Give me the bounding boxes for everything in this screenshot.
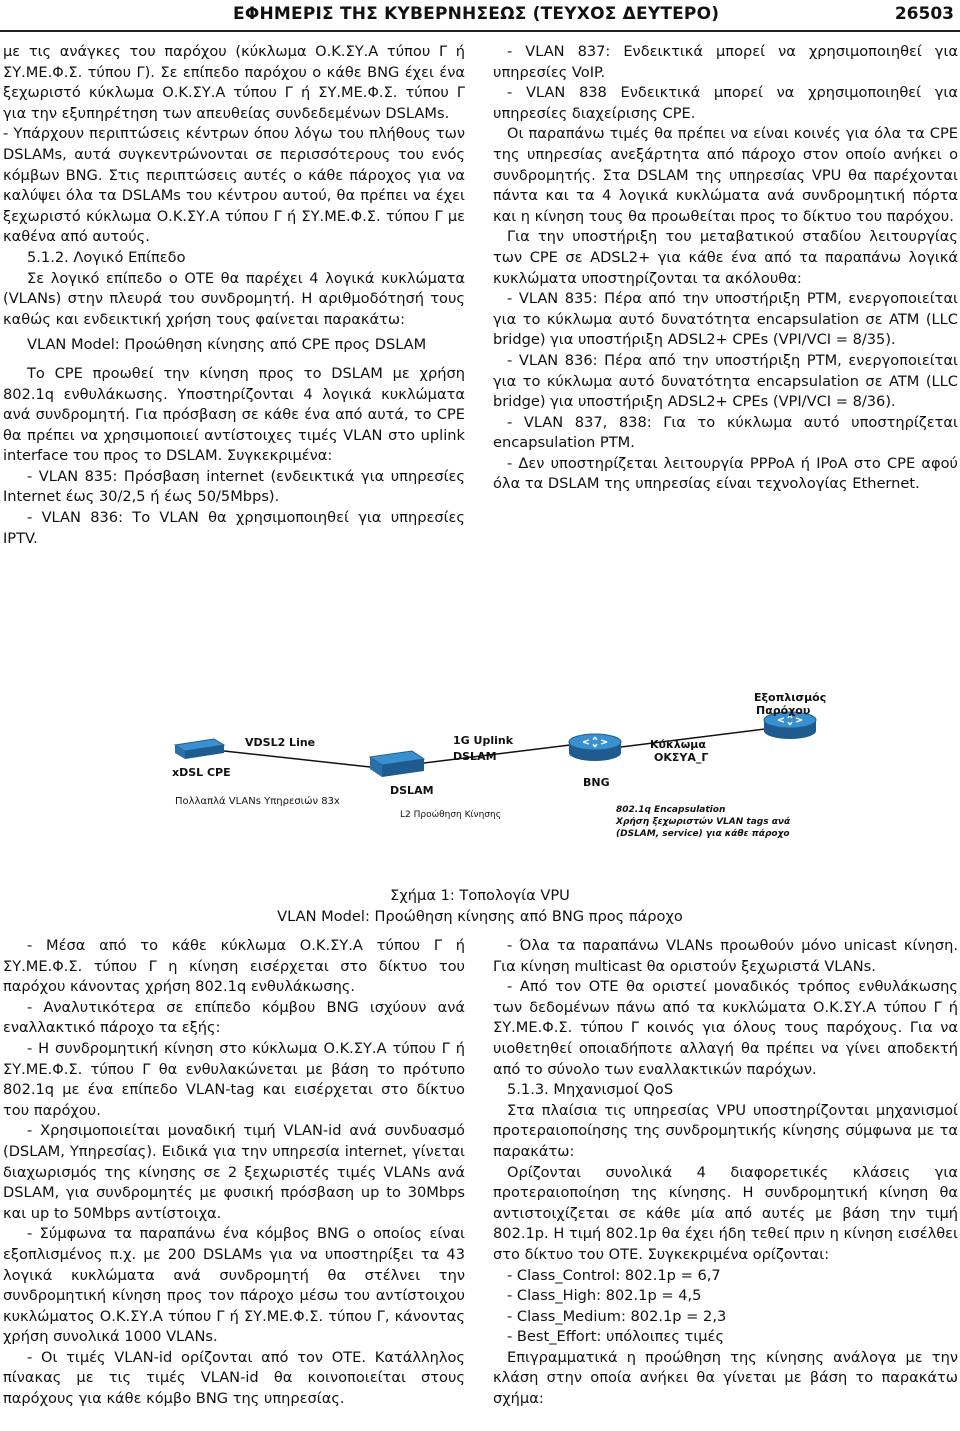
paragraph: Επιγραμματικά η προώθηση της κίνησης ανάλογα με την κλάση στην οποία ανήκει θα γίνεται με βάση το παρακάτω σχήμα:	[493, 1348, 958, 1408]
topology-drawing	[150, 687, 950, 857]
list-item: - Η συνδρομητική κίνηση στο κύκλωμα Ο.Κ.ΣΥ.Α τύπου Γ ή ΣΥ.ΜΕ.Φ.Σ. τύπου Γ θα ενθυλακώνεται με βάση το πρότυπο 802.1q με ένα επίπεδο VLAN-tag και εισέρχεται στο δίκτυο του παρόχου.	[3, 1039, 465, 1119]
list-item: - VLAN 836: Το VLAN θα χρησιμοποιηθεί για υπηρεσίες IPTV.	[3, 509, 465, 547]
list-item: - VLAN 836: Πέρα από την υποστήριξη PTM, ενεργοποιείται για το κύκλωμα αυτό δυνατότητα encapsulation σε ATM (LLC bridge) για υποστήριξη ADSL2+ CPEs (VPI/VCI = 8/36).	[493, 351, 958, 411]
l2-forwarding-label: L2 Προώθηση Κίνησης	[400, 810, 501, 820]
provider-equipment-label-2: Παρόχου	[756, 704, 811, 717]
uplink-line	[424, 745, 570, 763]
list-item: - Μέσα από το κάθε κύκλωμα Ο.Κ.ΣΥ.Α τύπου Γ ή ΣΥ.ΜΕ.Φ.Σ. τύπου Γ η κίνηση εισέρχεται στο δίκτυο του παρόχου κάνοντας χρήση 802.1q ενθυλάκωσης.	[3, 937, 465, 996]
figure-caption	[0, 886, 960, 927]
page-number: 26503	[894, 4, 954, 24]
header-rule	[0, 30, 960, 32]
list-item: - VLAN 835: Πέρα από την υποστήριξη PTM, ενεργοποιείται για το κύκλωμα αυτό δυνατότητα encapsulation σε ATM (LLC bridge) για υποστήριξη ADSL2+ CPEs (VPI/VCI = 8/35).	[493, 290, 958, 349]
caption-subtitle: VLAN Model: Προώθηση κίνησης από BNG προς πάροχο	[277, 907, 683, 925]
vpu-topology-figure	[150, 687, 960, 857]
circuit-type-label: ΟΚΣΥΑ_Γ	[654, 751, 709, 764]
encapsulation-label: 802.1q Encapsulation	[616, 805, 726, 815]
paragraph: Οι παραπάνω τιμές θα πρέπει να είναι κοινές για όλα τα CPE της υπηρεσίας ανεξάρτητα από πάροχο στον οποίο ανήκει ο συνδρομητής. Στα DSLAM της υπηρεσίας VPU θα παρέχονται πάντα και τα 4 λογικά κυκλώματα ανά συνδρομητική πόρτα και η κίνηση τους θα προωθείται προς το δίκτυο του παρόχου.	[493, 125, 958, 225]
list-item: - Από τον ΟΤΕ θα οριστεί μοναδικός τρόπος ενθυλάκωσης των δεδομένων πάνω από τα κυκλώματα Ο.Κ.ΣΥ.Α τύπου Γ ή ΣΥ.ΜΕ.Φ.Σ. τύπου Γ κοινός για όλους τους παρόχους. Για να υιοθετηθεί οποιαδήποτε αλλαγή θα πρέπει να γίνει αποδεκτή από το σύνολο των εναλλακτικών παρόχων.	[493, 978, 958, 1078]
uplink-dslam-label: DSLAM	[453, 750, 497, 763]
list-item: - Αναλυτικότερα σε επίπεδο κόμβου BNG ισχύουν ανά εναλλακτικό πάροχο τα εξής:	[3, 998, 465, 1037]
cpe-device-icon	[175, 739, 224, 759]
list-item: - VLAN 837, 838: Για το κύκλωμα αυτό υποστηρίζεται encapsulation PTM.	[493, 413, 958, 452]
bng-router-icon	[569, 734, 621, 761]
list-item: - Χρησιμοποιείται μοναδική τιμή VLAN-id ανά συνδυασμό (DSLAM, Υπηρεσίας). Ειδικά για την υπηρεσία internet, γίνεται διαχωρισμός της κίνησης σε 2 ξεχωριστές τιμές VLANs ανά DSLAM, για συνδρομητές με φυσική πρόσβαση up to 30Mbps και up to 50Mbps αντίστοιχα.	[3, 1122, 465, 1222]
qos-class-item: - Class_High: 802.1p = 4,5	[507, 1287, 702, 1305]
paragraph: με τις ανάγκες του παρόχου (κύκλωμα Ο.Κ.ΣΥ.Α τύπου Γ ή ΣΥ.ΜΕ.Φ.Σ. τύπου Γ). Σε επίπεδο παρόχου ο κάθε BNG έχει ένα ξεχωριστό κύκλωμα Ο.Κ.ΣΥ.Α τύπου Γ ή ΣΥ.ΜΕ.Φ.Σ. τύπου Γ για την εξυπηρέτηση των απευθείας συνδεδεμένων DSLAMs.	[3, 43, 465, 122]
caption-title: Σχήμα 1: Τοπολογία VPU	[390, 887, 570, 904]
bng-label: BNG	[583, 776, 610, 789]
right-column-bottom	[493, 936, 958, 1410]
service-vlans-label: Πολλαπλά VLANs Υπηρεσιών 83x	[175, 796, 340, 807]
left-column-bottom	[3, 936, 465, 1410]
page-header	[0, 0, 960, 40]
vdsl2-line	[224, 751, 370, 767]
dslam-device-icon	[370, 751, 424, 777]
circuit-label: Κύκλωμα	[650, 738, 706, 751]
dslam-label: DSLAM	[390, 784, 434, 797]
list-item: - VLAN 837: Ενδεικτικά μπορεί να χρησιμοποιηθεί για υπηρεσίες VoIP.	[493, 43, 958, 81]
provider-equipment-label: Εξοπλισμός	[754, 691, 827, 704]
section-heading: 5.1.3. Μηχανισμοί QoS	[507, 1081, 674, 1099]
paragraph: - Υπάρχουν περιπτώσεις κέντρων όπου λόγω του πλήθους των DSLAMs, αυτά συγκεντρώνονται σε περισσότερους του ενός κόμβων BNG. Στις περιπτώσεις αυτές ο κάθε πάροχος για να καλύψει όλα τα DSLAMs του κέντρου αυτού, θα πρέπει να έχει ξεχωριστό κύκλωμα Ο.Κ.ΣΥ.Α τύπου Γ ή ΣΥ.ΜΕ.Φ.Σ. τύπου Γ με καθένα από αυτούς.	[3, 125, 465, 246]
qos-class-item: - Class_Medium: 802.1p = 2,3	[507, 1307, 727, 1325]
paragraph: Ορίζονται συνολικά 4 διαφορετικές κλάσεις για προτεραιοποίηση της κίνησης. Η συνδρομητική κίνηση θα αντιστοιχίζεται σε κάθε μία από αυτές με βάση την τιμή 802.1p. Η τιμή 802.1p θα έχει ήδη τεθεί πριν η κίνηση εισέλθει στο δίκτυο του ΟΤΕ. Συγκεκριμένα ορίζονται:	[493, 1163, 958, 1263]
qos-class-item: - Class_Control: 802.1p = 6,7	[507, 1266, 721, 1284]
right-column-top	[493, 42, 958, 495]
list-item: - Σύμφωνα τα παραπάνω ένα κόμβος BNG ο οποίος είναι εξοπλισμένος π.χ. με 200 DSLAMs για να υποστηρίξει τα 43 λογικά κυκλώματα ανά συνδρομητή θα στέλνει την συνδρομητική κίνηση προς τον πάροχο μέσω του αντίστοιχου κυκλώματος Ο.Κ.ΣΥ.Α τύπου Γ ή ΣΥ.ΜΕ.Φ.Σ. τύπου Γ, κάνοντας χρήση συνολικά 1000 VLANs.	[3, 1225, 465, 1346]
list-item: - VLAN 838 Ενδεικτικά μπορεί να χρησιμοποιηθεί για υπηρεσίες διαχείρισης CPE.	[493, 84, 958, 122]
gazette-title: ΕΦΗΜΕΡΙΣ ΤΗΣ ΚΥΒΕΡΝΗΣΕΩΣ (ΤΕΥΧΟΣ ΔΕΥΤΕΡΟ)	[233, 4, 720, 24]
paragraph: Στα πλαίσια τις υπηρεσίας VPU υποστηρίζονται μηχανισμοί προτεραιοποίησης της συνδρομητικής κίνησης σύμφωνα με τα παρακάτω:	[493, 1101, 958, 1160]
qos-class-item: - Best_Effort: υπόλοιπες τιμές	[507, 1328, 725, 1346]
uplink-label: 1G Uplink	[453, 734, 514, 747]
list-item: - VLAN 835: Πρόσβαση internet (ενδεικτικά για υπηρεσίες Internet έως 30/2,5 ή έως 50/5Mbps).	[3, 467, 465, 506]
subheading: VLAN Model: Προώθηση κίνησης από CPE προς DSLAM	[27, 336, 427, 354]
list-item: - Όλα τα παραπάνω VLANs προωθούν μόνο unicast κίνηση. Για κίνηση multicast θα οριστούν ξεχωριστά VLANs.	[493, 937, 958, 975]
vdsl2-line-label: VDSL2 Line	[245, 736, 316, 749]
vlan-tags-label: Χρήση ξεχωριστών VLAN tags ανά	[616, 817, 791, 827]
vlan-tags-label-2: (DSLAM, service) για κάθε πάροχο	[616, 829, 790, 839]
paragraph: Για την υποστήριξη του μεταβατικού σταδίου λειτουργίας των CPE σε ADSL2+ για κάθε ένα από τα παραπάνω λογικά κυκλώματα υποστηρίζονται τα ακόλουθα:	[493, 228, 958, 287]
paragraph: Σε λογικό επίπεδο ο ΟΤΕ θα παρέχει 4 λογικά κυκλώματα (VLANs) στην πλευρά του συνδρομητή. Η αριθμοδότησή τους καθώς και ενδεικτική χρήση τους φαίνεται παρακάτω:	[3, 269, 465, 328]
list-item: - Οι τιμές VLAN-id ορίζονται από τον ΟΤΕ. Κατάλληλος πίνακας με τις τιμές VLAN-id θα κοινοποιείται στους παρόχους για κάθε κόμβο BNG της υπηρεσίας.	[3, 1348, 465, 1408]
section-heading: 5.1.2. Λογικό Επίπεδο	[27, 248, 186, 266]
list-item: - Δεν υποστηρίζεται λειτουργία PPPoA ή IPoA στο CPE αφού όλα τα DSLAM της υπηρεσίας είναι τεχνολογίας Ethernet.	[493, 454, 958, 493]
paragraph: Το CPE προωθεί την κίνηση προς το DSLAM με χρήση 802.1q ενθυλάκωσης. Υποστηρίζονται 4 λογικά κυκλώματα ανά συνδρομητή. Για πρόσβαση σε κάθε ένα από αυτά, το CPE θα πρέπει να χρησιμοποιεί αντίστοιχες τιμές VLAN στο uplink interface του προς το DSLAM. Συγκεκριμένα:	[3, 364, 465, 465]
xdsl-cpe-label: xDSL CPE	[172, 766, 231, 779]
left-column-top	[3, 42, 465, 549]
